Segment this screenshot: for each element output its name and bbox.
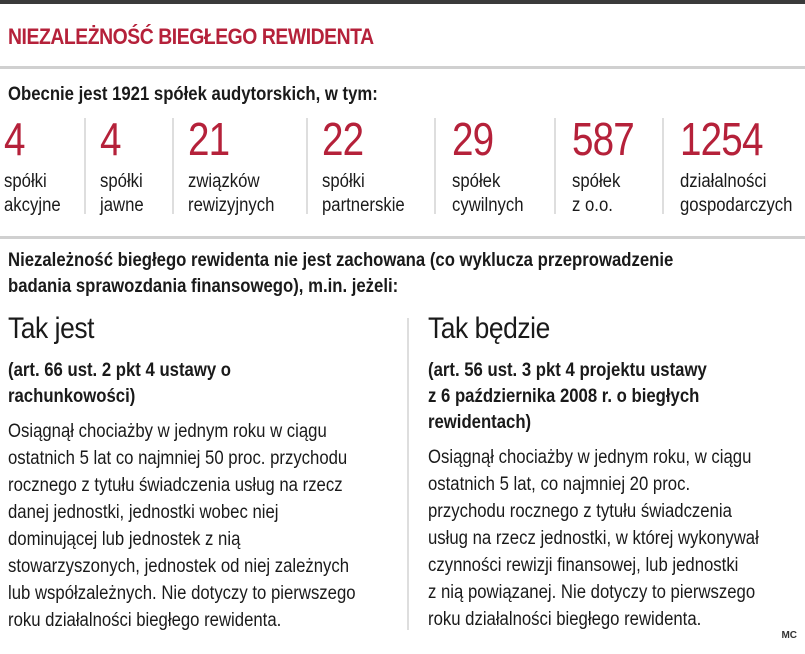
stat-number: 1254 [680, 113, 763, 165]
stat-label: spółki jawne [100, 171, 144, 216]
column-current-law [8, 312, 403, 634]
stat-number: 4 [4, 113, 25, 165]
stat-number: 22 [322, 113, 364, 165]
stat-separator [434, 118, 436, 214]
column-body: Osiągnął chociażby w jednym roku, w ciągu ostatnich 5 lat, co najmniej 20 proc. przychodu rocznego z tytułu świadczenia usług na rzecz jednostki, w której wykonywał czynności rewizji finansowej, lub jednostki z nią powiązanej. Nie dotyczy to pierwszego roku działalności biegłego rewidenta. [428, 447, 759, 630]
stat-number: 29 [452, 113, 494, 165]
stats-row [0, 112, 805, 222]
stat-label: spółki akcyjne [4, 171, 61, 216]
stat-label: związków rewizyjnych [188, 171, 275, 216]
stat-separator [172, 118, 174, 214]
intro-text: Obecnie jest 1921 spółek audytorskich, w tym: [8, 84, 378, 105]
section-intro: Niezależność biegłego rewidenta nie jest zachowana (co wyklucza przeprowadzenie badania sprawozdania finansowego), m.in. jeżeli: [8, 250, 674, 297]
author-credit: MC [781, 630, 797, 641]
column-future-law [428, 312, 804, 633]
top-border [0, 0, 805, 4]
stat-label: spółek z o.o. [572, 171, 621, 216]
divider [0, 66, 805, 69]
column-heading: Tak będzie [428, 312, 550, 345]
stat-number: 4 [100, 113, 121, 165]
divider [0, 236, 805, 239]
stat-label: działalności gospodarczych [680, 171, 793, 216]
stat-separator [662, 118, 664, 214]
legal-reference: (art. 56 ust. 3 pkt 4 projektu ustawy z 6 października 2008 r. o biegłych rewidentach) [428, 360, 707, 433]
page-title: NIEZALEŻNOŚĆ BIEGŁEGO REWIDENTA [8, 24, 374, 49]
column-heading: Tak jest [8, 312, 94, 345]
stat-number: 587 [572, 113, 634, 165]
stat-separator [306, 118, 308, 214]
stat-separator [84, 118, 86, 214]
column-body: Osiągnął chociażby w jednym roku w ciągu ostatnich 5 lat co najmniej 50 proc. przychodu rocznego z tytułu świadczenia usług na rzecz danej jednostki, jednostki wobec niej dominującej lub jednostek z nią stowarzyszonych, jednostek od niej zależnych lub współzależnych. Nie dotyczy to pierwszego roku działalności biegłego rewidenta. [8, 421, 356, 631]
legal-reference: (art. 66 ust. 2 pkt 4 ustawy o rachunkowości) [8, 360, 232, 407]
stat-separator [554, 118, 556, 214]
stat-number: 21 [188, 113, 230, 165]
stat-label: spółki partnerskie [322, 171, 405, 216]
column-separator [407, 318, 409, 630]
stat-label: spółek cywilnych [452, 171, 524, 216]
